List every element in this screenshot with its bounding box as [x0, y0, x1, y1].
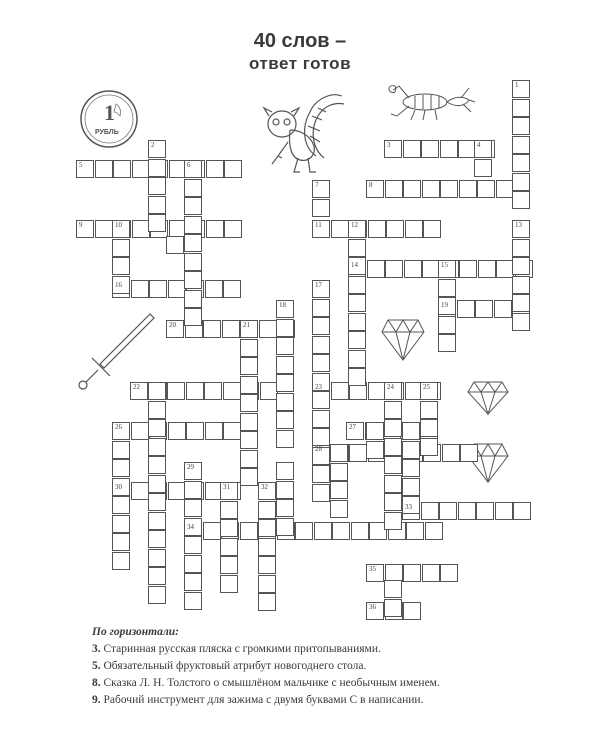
crossword-cell[interactable]: [148, 530, 166, 548]
clue-number: 11: [315, 221, 322, 229]
crossword-cell[interactable]: [184, 518, 202, 536]
crossword-cell[interactable]: [346, 422, 364, 440]
crossword-cell[interactable]: [366, 180, 384, 198]
crossword-cell[interactable]: [512, 80, 530, 98]
crossword-cell[interactable]: [240, 320, 258, 338]
crossword-cell[interactable]: [475, 300, 493, 318]
crossword-cell[interactable]: [240, 357, 258, 375]
crossword-cell[interactable]: [438, 297, 456, 315]
crossword-cell[interactable]: [240, 394, 258, 412]
crossword-cell[interactable]: [513, 502, 531, 520]
crossword-cell[interactable]: [512, 276, 530, 294]
crossword-cell[interactable]: [76, 160, 94, 178]
crossword-cell[interactable]: [112, 552, 130, 570]
clue-number: 25: [423, 383, 430, 391]
crossword-cell[interactable]: [458, 502, 476, 520]
crossword-cell[interactable]: [222, 320, 240, 338]
crossword-cell[interactable]: [205, 280, 223, 298]
clue-number: 17: [315, 281, 322, 289]
crossword-cell[interactable]: [184, 290, 202, 308]
crossword-cell[interactable]: [112, 441, 130, 459]
crossword-cell[interactable]: [403, 564, 421, 582]
clue-number: 19: [441, 301, 448, 309]
crossword-cell[interactable]: [312, 484, 330, 502]
crossword-cell[interactable]: [312, 465, 330, 483]
crossword-cell[interactable]: [348, 294, 366, 312]
crossword-cell[interactable]: [348, 257, 366, 275]
clue-number: 9: [79, 221, 83, 229]
crossword-cell[interactable]: [148, 419, 166, 437]
crossword-cell[interactable]: [276, 411, 294, 429]
crossword-cell[interactable]: [459, 180, 477, 198]
crossword-cell[interactable]: [512, 99, 530, 117]
crossword-cell[interactable]: [442, 444, 460, 462]
crossword-cell[interactable]: [422, 564, 440, 582]
clue-number: 13: [515, 221, 522, 229]
crossword-cell[interactable]: [76, 220, 94, 238]
crossword-cell[interactable]: [148, 140, 166, 158]
crossword-cell[interactable]: [276, 499, 294, 517]
clue-number: 22: [133, 383, 140, 391]
crossword-cell[interactable]: [184, 462, 202, 480]
puzzle-subtitle: ответ готов: [248, 54, 352, 73]
crossword-cell[interactable]: [166, 320, 184, 338]
crossword-cell[interactable]: [130, 382, 148, 400]
clues-section: [92, 626, 592, 711]
crossword-cell[interactable]: [403, 180, 421, 198]
crossword-cell[interactable]: [312, 354, 330, 372]
crossword-cell[interactable]: [206, 220, 224, 238]
crossword-cell[interactable]: [259, 320, 277, 338]
clue-number: 16: [115, 281, 122, 289]
crossword-cell[interactable]: [512, 257, 530, 275]
crossword-cell[interactable]: [148, 401, 166, 419]
coin-label: РУБЛЬ: [95, 129, 119, 136]
clue-number: 8: [369, 181, 373, 189]
crossword-cell[interactable]: [402, 478, 420, 496]
crossword-cell[interactable]: [405, 220, 423, 238]
crossword-cell[interactable]: [112, 257, 130, 275]
crossword-cell[interactable]: [240, 468, 258, 486]
crossword-cell[interactable]: [439, 502, 457, 520]
crossword-cell[interactable]: [184, 573, 202, 591]
crossword-cell[interactable]: [167, 382, 185, 400]
crossword-cell[interactable]: [384, 382, 402, 400]
crossword-cell[interactable]: [386, 220, 404, 238]
clue-number: 30: [115, 483, 122, 491]
crossword-cell[interactable]: [240, 339, 258, 357]
clue-number: 3: [387, 141, 391, 149]
crossword-cell[interactable]: [366, 422, 384, 440]
crossword-cell[interactable]: [240, 376, 258, 394]
puzzle-title: 40 слов –: [253, 30, 347, 52]
clue-number: 26: [115, 423, 122, 431]
crossword-cell[interactable]: [276, 462, 294, 480]
crossword-cell[interactable]: [258, 556, 276, 574]
crossword-cell[interactable]: [348, 220, 366, 238]
crossword-cell[interactable]: [312, 199, 330, 217]
crossword-cell[interactable]: [148, 567, 166, 585]
crossword-cell[interactable]: [403, 602, 421, 620]
crossword-cell[interactable]: [366, 602, 384, 620]
crossword-cell[interactable]: [348, 239, 366, 257]
crossword-cell[interactable]: [440, 140, 458, 158]
crossword-cell[interactable]: [148, 549, 166, 567]
crossword-cell[interactable]: [330, 463, 348, 481]
crossword-cell[interactable]: [512, 191, 530, 209]
crossword-cell[interactable]: [113, 160, 131, 178]
crossword-cell[interactable]: [312, 220, 330, 238]
crossword-cell[interactable]: [402, 422, 420, 440]
crossword-cell[interactable]: [423, 220, 441, 238]
crossword-cell[interactable]: [384, 475, 402, 493]
crossword-cell[interactable]: [366, 564, 384, 582]
crossword-cell[interactable]: [112, 533, 130, 551]
crossword-cell[interactable]: [186, 422, 204, 440]
crossword-cell[interactable]: [312, 299, 330, 317]
crossword-cell[interactable]: [384, 419, 402, 437]
crossword-cell[interactable]: [312, 336, 330, 354]
clue-number: 10: [115, 221, 122, 229]
crossword-cell[interactable]: [184, 308, 202, 326]
crossword-cell[interactable]: [112, 515, 130, 533]
clue-number: 20: [169, 321, 176, 329]
clue-number: 7: [315, 181, 319, 189]
crossword-cell[interactable]: [477, 180, 495, 198]
clue-number: 2: [151, 141, 155, 149]
crossword-cell[interactable]: [420, 438, 438, 456]
crossword-cell[interactable]: [112, 220, 130, 238]
crossword-cell[interactable]: [440, 564, 458, 582]
crossword-cell[interactable]: [258, 482, 276, 500]
crossword-cell[interactable]: [184, 160, 202, 178]
crossword-cell[interactable]: [203, 522, 221, 540]
crossword-cell[interactable]: [223, 382, 241, 400]
clue-item: 9. Рабочий инструмент для зажима с двумя буквами С в написании.: [92, 694, 424, 706]
crossword-cell[interactable]: [184, 555, 202, 573]
crossword-cell[interactable]: [220, 482, 238, 500]
clues-heading: По горизонтали:: [92, 626, 180, 638]
crossword-cell[interactable]: [438, 260, 456, 278]
crossword-cell[interactable]: [312, 373, 330, 391]
crossword-cell[interactable]: [95, 220, 113, 238]
crossword-cell[interactable]: [131, 280, 149, 298]
crossword-cell[interactable]: [420, 419, 438, 437]
crossword-cell[interactable]: [512, 117, 530, 135]
crossword-cell[interactable]: [240, 431, 258, 449]
crossword-cell[interactable]: [348, 331, 366, 349]
crossword-cell[interactable]: [384, 512, 402, 530]
crossword-cell[interactable]: [421, 140, 439, 158]
crossword-cell[interactable]: [314, 522, 332, 540]
crossword-cell[interactable]: [312, 280, 330, 298]
crossword-cell[interactable]: [348, 276, 366, 294]
clue-number: 29: [187, 463, 194, 471]
crossword-cell[interactable]: [385, 180, 403, 198]
crossword-cell[interactable]: [220, 556, 238, 574]
crossword-cell[interactable]: [384, 493, 402, 511]
crossword-cell[interactable]: [348, 350, 366, 368]
crossword-cell[interactable]: [148, 475, 166, 493]
crossword-cell[interactable]: [425, 522, 443, 540]
crossword-cell[interactable]: [148, 382, 166, 400]
clue-number: 35: [369, 565, 376, 573]
crossword-cell[interactable]: [184, 271, 202, 289]
clue-item: 3. Старинная русская пляска с громкими притопываниями.: [92, 643, 381, 655]
crossword-cell[interactable]: [478, 260, 496, 278]
crossword-cell[interactable]: [184, 536, 202, 554]
crossword-cell[interactable]: [295, 522, 313, 540]
crossword-cell[interactable]: [495, 502, 513, 520]
clue-number: 12: [351, 221, 358, 229]
crossword-cell[interactable]: [366, 441, 384, 459]
crossword-cell[interactable]: [184, 179, 202, 197]
crossword-cell[interactable]: [220, 501, 238, 519]
crossword-cell[interactable]: [203, 320, 221, 338]
crossword-cell[interactable]: [474, 140, 492, 158]
crossword-cell[interactable]: [258, 519, 276, 537]
crossword-cell[interactable]: [224, 220, 242, 238]
crossword-cell[interactable]: [258, 501, 276, 519]
crossword-cell[interactable]: [494, 300, 512, 318]
crossword-cell[interactable]: [220, 519, 238, 537]
crossword-cell[interactable]: [402, 496, 420, 514]
crossword-cell[interactable]: [258, 575, 276, 593]
crossword-cell[interactable]: [512, 154, 530, 172]
crossword-cell[interactable]: [330, 444, 348, 462]
crossword-cell[interactable]: [184, 197, 202, 215]
crossword-cell[interactable]: [332, 522, 350, 540]
crossword-cell[interactable]: [184, 481, 202, 499]
crossword-cell[interactable]: [331, 220, 349, 238]
crossword-cell[interactable]: [438, 279, 456, 297]
crossword-cell[interactable]: [223, 280, 241, 298]
crossword-cell[interactable]: [459, 260, 477, 278]
crossword-cell[interactable]: [420, 401, 438, 419]
clue-number: 18: [279, 301, 286, 309]
crossword-cell[interactable]: [184, 216, 202, 234]
crossword-cell[interactable]: [276, 356, 294, 374]
crossword-cell[interactable]: [512, 294, 530, 312]
crossword-cell[interactable]: [184, 234, 202, 252]
crossword-cell[interactable]: [330, 500, 348, 518]
crossword-cell[interactable]: [112, 276, 130, 294]
crossword-cell[interactable]: [368, 220, 386, 238]
crossword-cell[interactable]: [184, 592, 202, 610]
crossword-cell[interactable]: [148, 512, 166, 530]
crossword-cell[interactable]: [384, 456, 402, 474]
crossword-cell[interactable]: [312, 391, 330, 409]
crossword-cell[interactable]: [186, 382, 204, 400]
crossword-cell[interactable]: [351, 522, 369, 540]
crossword-cell[interactable]: [457, 300, 475, 318]
crossword-cell[interactable]: [258, 593, 276, 611]
crossword-cell[interactable]: [148, 159, 166, 177]
crossword-cell[interactable]: [148, 586, 166, 604]
crossword-cell[interactable]: [402, 459, 420, 477]
crossword-cell[interactable]: [512, 173, 530, 191]
clue-number: 33: [405, 503, 412, 511]
clue-number: 24: [387, 383, 394, 391]
crossword-cell[interactable]: [224, 160, 242, 178]
crossword-cell[interactable]: [148, 438, 166, 456]
crossword-cell[interactable]: [348, 368, 366, 386]
coin-value: 1: [104, 100, 115, 125]
crossword-cell[interactable]: [276, 393, 294, 411]
crossword-cell[interactable]: [148, 214, 166, 232]
clue-number: 31: [223, 483, 230, 491]
crossword-cell[interactable]: [276, 518, 294, 536]
clue-number: 6: [187, 161, 191, 169]
crossword-cell[interactable]: [348, 313, 366, 331]
crossword-cell[interactable]: [258, 538, 276, 556]
crossword-cell[interactable]: [131, 422, 149, 440]
crossword-cell[interactable]: [220, 538, 238, 556]
crossword-cell[interactable]: [148, 177, 166, 195]
crossword-cell[interactable]: [312, 317, 330, 335]
crossword-cell[interactable]: [406, 522, 424, 540]
crossword-cell[interactable]: [440, 180, 458, 198]
crossword-cell[interactable]: [331, 382, 349, 400]
crossword-cell[interactable]: [512, 136, 530, 154]
clue-item: 8. Сказка Л. Н. Толстого о смышлёном мальчике с необычным именем.: [92, 677, 440, 689]
crossword-cell[interactable]: [276, 481, 294, 499]
crossword-cell[interactable]: [240, 413, 258, 431]
crossword-cell[interactable]: [367, 260, 385, 278]
clue-number: 34: [187, 523, 194, 531]
crossword-cell[interactable]: [148, 196, 166, 214]
crossword-cell[interactable]: [512, 313, 530, 331]
crossword-cell[interactable]: [112, 239, 130, 257]
clue-number: 21: [243, 321, 250, 329]
crossword-cell[interactable]: [240, 450, 258, 468]
crossword-cell[interactable]: [220, 575, 238, 593]
crossword-cell[interactable]: [276, 319, 294, 337]
crossword-cell[interactable]: [276, 374, 294, 392]
crossword-cell[interactable]: [95, 160, 113, 178]
crossword-cell[interactable]: [403, 140, 421, 158]
crossword-cell[interactable]: [206, 160, 224, 178]
clue-number: 36: [369, 603, 376, 611]
crossword-cell[interactable]: [148, 456, 166, 474]
crossword-cell[interactable]: [276, 337, 294, 355]
crossword-cell[interactable]: [168, 422, 186, 440]
crossword-cell[interactable]: [276, 430, 294, 448]
crossword-cell[interactable]: [421, 502, 439, 520]
crossword-cell[interactable]: [205, 422, 223, 440]
crossword-cell[interactable]: [402, 441, 420, 459]
crossword-cell[interactable]: [384, 140, 402, 158]
crossword-cell[interactable]: [112, 496, 130, 514]
crossword-cell[interactable]: [184, 499, 202, 517]
crossword-cell[interactable]: [223, 422, 241, 440]
clue-number: 5: [79, 161, 83, 169]
crossword-cell[interactable]: [404, 260, 422, 278]
crossword-cell[interactable]: [384, 438, 402, 456]
crossword-cell[interactable]: [438, 316, 456, 334]
crossword-cell[interactable]: [512, 239, 530, 257]
crossword-cell[interactable]: [166, 236, 184, 254]
crossword-cell[interactable]: [438, 334, 456, 352]
crossword-cell[interactable]: [330, 481, 348, 499]
crossword-cell[interactable]: [384, 599, 402, 617]
clue-number: 27: [349, 423, 356, 431]
crossword-cell[interactable]: [420, 382, 438, 400]
crossword-cell[interactable]: [148, 493, 166, 511]
crossword-cell[interactable]: [384, 401, 402, 419]
crossword-cell[interactable]: [240, 522, 258, 540]
crossword-cell[interactable]: [204, 382, 222, 400]
clue-number: 14: [351, 261, 358, 269]
clue-number: 28: [315, 445, 322, 453]
crossword-cell[interactable]: [460, 444, 478, 462]
clue-number: 15: [441, 261, 448, 269]
crossword-cell[interactable]: [276, 300, 294, 318]
crossword-cell[interactable]: [131, 482, 149, 500]
crossword-cell[interactable]: [112, 422, 130, 440]
clue-number: 1: [515, 81, 519, 89]
clue-number: 4: [477, 141, 481, 149]
crossword-cell[interactable]: [312, 428, 330, 446]
crossword-cell[interactable]: [422, 180, 440, 198]
crossword-cell[interactable]: [312, 180, 330, 198]
crossword-cell[interactable]: [112, 459, 130, 477]
crossword-cell[interactable]: [312, 447, 330, 465]
crossword-cell[interactable]: [476, 502, 494, 520]
crossword-cell[interactable]: [512, 220, 530, 238]
crossword-cell[interactable]: [312, 410, 330, 428]
crossword-cell[interactable]: [184, 253, 202, 271]
clue-number: 32: [261, 483, 268, 491]
crossword-cell[interactable]: [474, 159, 492, 177]
crossword-cell[interactable]: [384, 580, 402, 598]
crossword-cell[interactable]: [385, 260, 403, 278]
clue-item: 5. Обязательный фруктовый атрибут новогоднего стола.: [92, 660, 367, 672]
crossword-cell[interactable]: [149, 280, 167, 298]
clue-number: 23: [315, 383, 322, 391]
crossword-cell[interactable]: [112, 478, 130, 496]
crossword-cell[interactable]: [349, 444, 367, 462]
